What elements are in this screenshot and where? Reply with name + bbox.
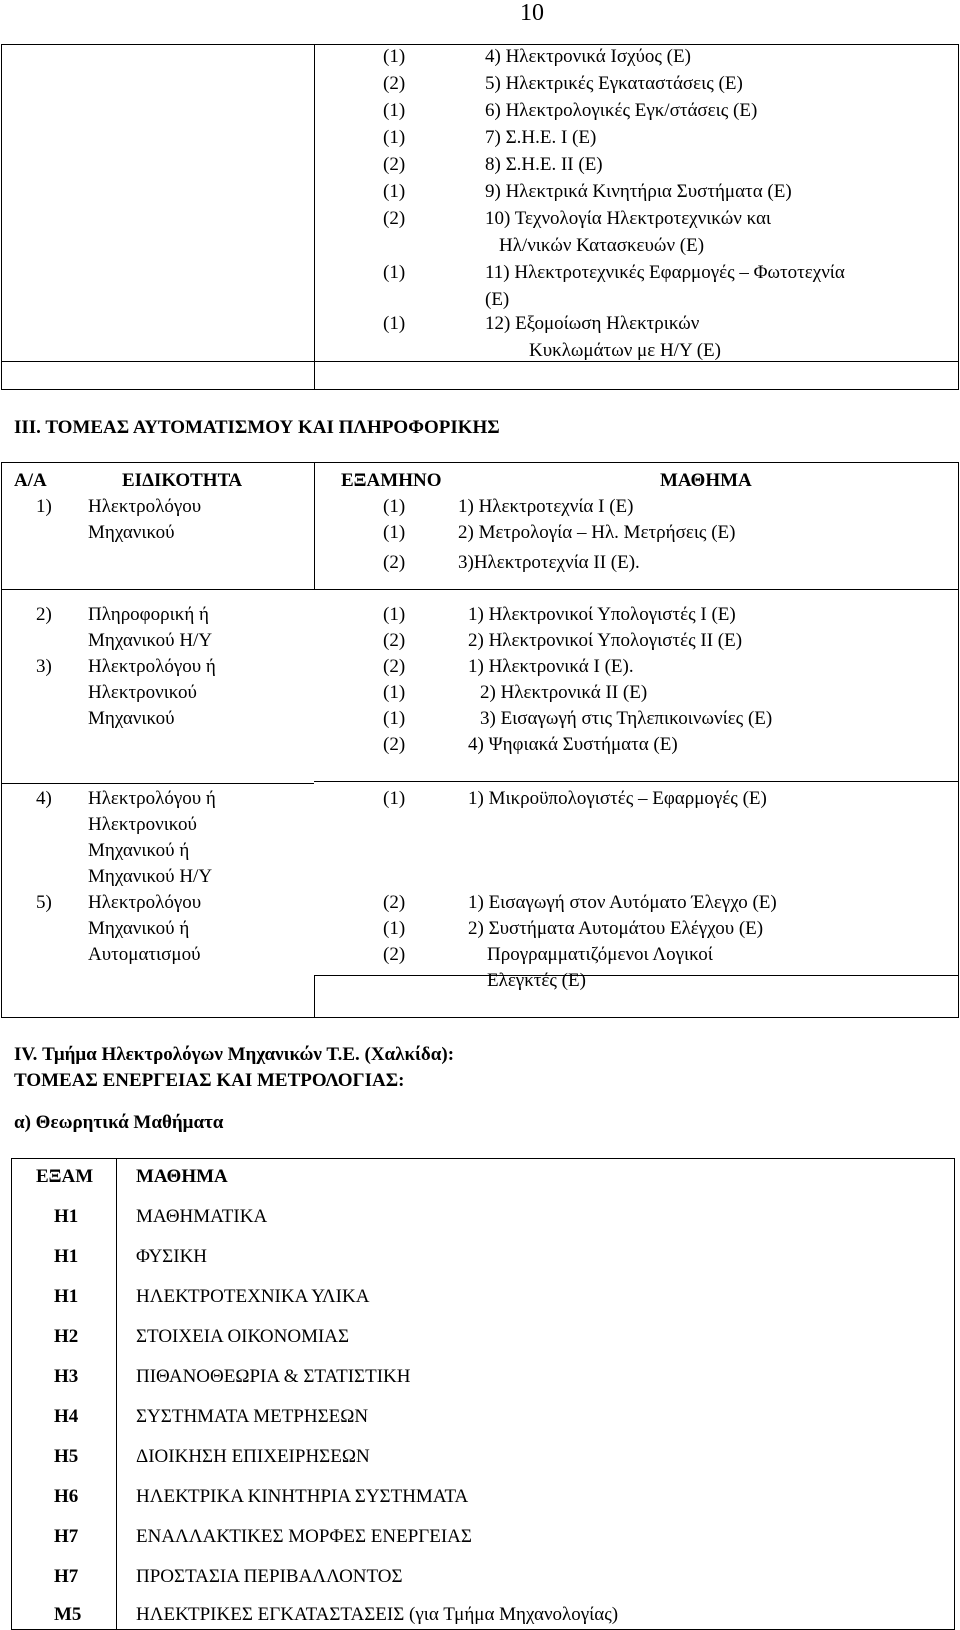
top-row-course: 4) Ηλεκτρονικά Ισχύος (Ε) [485,46,691,67]
row-sem: Η3 [54,1366,79,1387]
top-row-sem: (2) [383,154,406,175]
top-row-course: 9) Ηλεκτρικά Κινητήρια Συστήματα (Ε) [485,181,792,202]
course-name: 4) Ψηφιακά Συστήματα (Ε) [468,734,678,755]
top-row-sem: (2) [383,73,406,94]
course-sem: (1) [383,522,406,543]
course-sem: (1) [383,918,406,939]
header-specialty: ΕΙΔΙΚΟΤΗΤΑ [122,470,243,491]
row-sem: Η7 [54,1526,79,1547]
row-sem: Η2 [54,1326,79,1347]
course-name: Προγραμματιζόμενοι Λογικοί [487,944,713,965]
course-name: 1) Ηλεκτροτεχνία Ι (Ε) [458,496,634,517]
top-row-sem: (1) [383,100,406,121]
top-row-course: 10) Τεχνολογία Ηλεκτροτεχνικών και [485,208,772,229]
course-sem: (2) [383,630,406,651]
section4-title: IV. Τμήμα Ηλεκτρολόγων Μηχανικών Τ.Ε. (Χαλκίδα): [14,1044,455,1065]
row-course: ΠΡΟΣΤΑΣΙΑ ΠΕΡΙΒΑΛΛΟΝΤΟΣ [136,1566,403,1587]
top-row-sem: (1) [383,262,406,283]
row-sem: Η1 [54,1206,79,1227]
row-course: ΗΛΕΚΤΡΙΚΕΣ ΕΓΚΑΤΑΣΤΑΣΕΙΣ (για Τμήμα Μηχανολογίας) [136,1604,619,1625]
course-sem: (2) [383,552,406,573]
row-sem: Η1 [54,1246,79,1267]
course-sem: (1) [383,708,406,729]
top-row-course: 11) Ηλεκτροτεχνικές Εφαρμογές – Φωτοτεχνία [485,262,845,283]
group-number: 3) [36,656,52,677]
top-row-sem: (1) [383,313,406,334]
top-row-course: 6) Ηλεκτρολογικές Εγκ/στάσεις (Ε) [485,100,758,121]
header-aa: Α/Α [14,470,47,491]
course-sem: (2) [383,734,406,755]
top-table [1,44,959,390]
row-sem: Μ5 [54,1604,82,1625]
row-sem: Η7 [54,1566,79,1587]
section4-subtitle: ΤΟΜΕΑΣ ΕΝΕΡΓΕΙΑΣ ΚΑΙ ΜΕΤΡΟΛΟΓΙΑΣ: [14,1070,405,1091]
row-course: ΗΛΕΚΤΡΟΤΕΧΝΙΚΑ ΥΛΙΚΑ [136,1286,370,1307]
header-course: ΜΑΘΗΜΑ [136,1166,228,1187]
top-row-sem: (1) [383,46,406,67]
top-row-course-cont: Κυκλωμάτων με Η/Υ (Ε) [529,340,721,361]
group-specialty: Μηχανικού ή [88,918,190,939]
top-row-course-cont: (Ε) [485,289,510,310]
course-name: 1) Μικροϋπολογιστές – Εφαρμογές (Ε) [468,788,767,809]
top-row-course: 7) Σ.Η.Ε. Ι (Ε) [485,127,597,148]
group-specialty: Μηχανικού [88,522,175,543]
top-row-course-cont: Ηλ/νικών Κατασκευών (Ε) [499,235,705,256]
group-specialty: Μηχανικού Η/Υ [88,866,213,887]
course-sem: (1) [383,682,406,703]
course-sem: (2) [383,656,406,677]
row-course: ΦΥΣΙΚΗ [136,1246,208,1267]
group-specialty: Μηχανικού Η/Υ [88,630,213,651]
group-number: 5) [36,892,52,913]
course-name: 1) Εισαγωγή στον Αυτόματο Έλεγχο (Ε) [468,892,777,913]
course-name: 2) Μετρολογία – Ηλ. Μετρήσεις (Ε) [458,522,736,543]
group-specialty: Ηλεκτρολόγου [88,892,202,913]
row-course: ΗΛΕΚΤΡΙΚΑ ΚΙΝΗΤΗΡΙΑ ΣΥΣΤΗΜΑΤΑ [136,1486,469,1507]
group-number: 1) [36,496,52,517]
course-name: 2) Ηλεκτρονικά ΙΙ (Ε) [480,682,648,703]
course-name: 2) Ηλεκτρονικοί Υπολογιστές ΙΙ (Ε) [468,630,743,651]
course-sem: (1) [383,788,406,809]
row-sem: Η5 [54,1446,79,1467]
group-specialty: Πληροφορική ή [88,604,209,625]
course-name: 2) Συστήματα Αυτομάτου Ελέγχου (Ε) [468,918,764,939]
course-name: 1) Ηλεκτρονικοί Υπολογιστές Ι (Ε) [468,604,736,625]
course-name: 3) Εισαγωγή στις Τηλεπικοινωνίες (Ε) [480,708,773,729]
row-sem: Η4 [54,1406,79,1427]
page-number: 10 [520,0,544,26]
top-row-sem: (2) [383,208,406,229]
row-sem: Η6 [54,1486,79,1507]
course-name-cont: Ελεγκτές (Ε) [487,970,586,991]
group-number: 4) [36,788,52,809]
course-sem: (2) [383,892,406,913]
course-sem: (1) [383,604,406,625]
header-sem: ΕΞΑΜ [36,1166,94,1187]
theory-courses-heading: α) Θεωρητικά Μαθήματα [14,1112,224,1133]
header-course: ΜΑΘΗΜΑ [660,470,752,491]
group-specialty: Μηχανικού [88,708,175,729]
group-specialty: Ηλεκτρονικού [88,682,197,703]
group-specialty: Ηλεκτρολόγου [88,496,202,517]
group-specialty: Ηλεκτρονικού [88,814,197,835]
group-specialty: Ηλεκτρολόγου ή [88,788,216,809]
group-specialty: Ηλεκτρολόγου ή [88,656,216,677]
course-sem: (2) [383,944,406,965]
top-row-course: 8) Σ.Η.Ε. ΙΙ (Ε) [485,154,603,175]
row-course: ΣΥΣΤΗΜΑΤΑ ΜΕΤΡΗΣΕΩΝ [136,1406,369,1427]
group-number: 2) [36,604,52,625]
row-sem: Η1 [54,1286,79,1307]
top-row-sem: (1) [383,181,406,202]
row-course: ΠΙΘΑΝΟΘΕΩΡΙΑ & ΣΤΑΤΙΣΤΙΚΗ [136,1366,411,1387]
section3-title: ΙΙΙ. ΤΟΜΕΑΣ ΑΥΤΟΜΑΤΙΣΜΟΥ ΚΑΙ ΠΛΗΡΟΦΟΡΙΚΗΣ [14,417,500,438]
row-course: ΜΑΘΗΜΑΤΙΚΑ [136,1206,268,1227]
row-course: ΣΤΟΙΧΕΙΑ ΟΙΚΟΝΟΜΙΑΣ [136,1326,350,1347]
course-name: 1) Ηλεκτρονικά Ι (Ε). [468,656,634,677]
course-sem: (1) [383,496,406,517]
row-course: ΕΝΑΛΛΑΚΤΙΚΕΣ ΜΟΡΦΕΣ ΕΝΕΡΓΕΙΑΣ [136,1526,472,1547]
group-specialty: Μηχανικού ή [88,840,190,861]
group-specialty: Αυτοματισμού [88,944,201,965]
top-row-sem: (1) [383,127,406,148]
course-name: 3)Ηλεκτροτεχνία ΙΙ (Ε). [458,552,640,573]
row-course: ΔΙΟΙΚΗΣΗ ΕΠΙΧΕΙΡΗΣΕΩΝ [136,1446,370,1467]
top-row-course: 12) Εξομοίωση Ηλεκτρικών [485,313,700,334]
top-row-course: 5) Ηλεκτρικές Εγκαταστάσεις (Ε) [485,73,743,94]
header-semester: ΕΞΑΜΗΝΟ [341,470,442,491]
